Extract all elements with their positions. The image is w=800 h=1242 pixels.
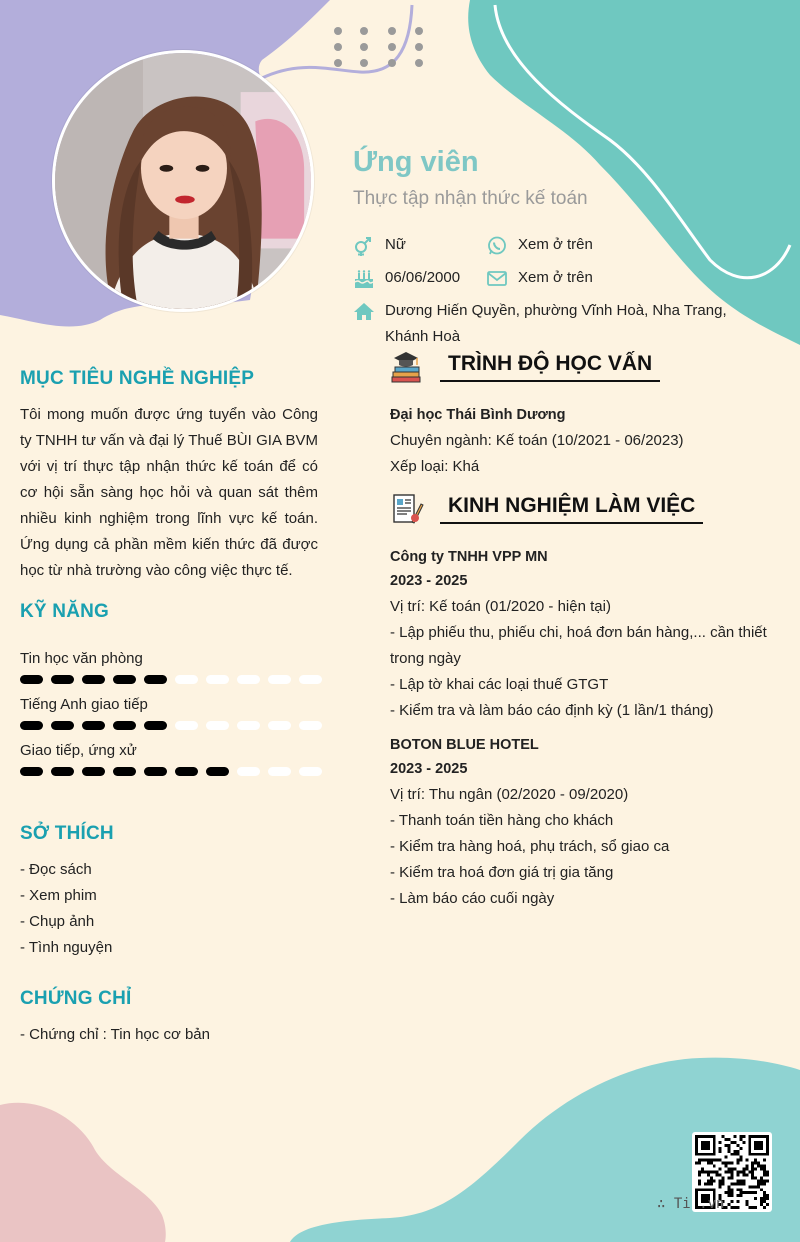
whatsapp-icon (486, 236, 508, 256)
certificates-list (20, 1022, 210, 1048)
job-company: BOTON BLUE HOTEL (390, 737, 539, 753)
birthday-value: 06/06/2000 (385, 269, 461, 286)
job-task: - Kiểm tra và làm báo cáo định kỳ (1 lần/1 tháng) (390, 702, 714, 719)
address-value: Dương Hiến Quyền, phường Vĩnh Hoà, Nha Trang, Khánh Hoà (385, 302, 727, 345)
rating-dash-empty (237, 721, 260, 730)
job-task: - Kiểm tra hàng hoá, phụ trách, sổ giao ca (390, 838, 670, 855)
job-task: - Lập phiếu thu, phiếu chi, hoá đơn bán hàng,... cần thiết trong ngày (390, 624, 767, 667)
certificates-title: CHỨNG CHỈ (20, 988, 132, 1009)
list-item: - Tình nguyện (20, 939, 113, 956)
rating-dash-empty (237, 675, 260, 684)
school-name: Đại học Thái Bình Dương (390, 407, 566, 423)
list-item: - Chụp ảnh (20, 913, 95, 930)
job-period: 2023 - 2025 (390, 761, 468, 777)
graduation-books-icon (390, 350, 424, 384)
rating-dash-filled (20, 767, 43, 776)
job-company: Công ty TNHH VPP MN (390, 549, 548, 565)
skills-title: KỸ NĂNG (20, 601, 110, 622)
phone-value: Xem ở trên (518, 236, 593, 253)
rating-dash-filled (82, 721, 105, 730)
rating-dash-filled (51, 767, 74, 776)
job-role: Vị trí: Kế toán (01/2020 - hiện tại) (390, 598, 611, 615)
job-period: 2023 - 2025 (390, 573, 468, 589)
education-header (390, 350, 660, 384)
resume-pen-icon (390, 492, 424, 526)
rating-dash-filled (144, 675, 167, 684)
rating-dash-empty (268, 721, 291, 730)
rating-dash-filled (20, 721, 43, 730)
address-row (353, 302, 733, 350)
rating-dash-filled (144, 767, 167, 776)
experience-title: KINH NGHIỆM LÀM VIỆC (440, 494, 703, 524)
hobbies-title: SỞ THÍCH (20, 823, 114, 844)
rating-dash-filled (113, 675, 136, 684)
rating-dash-empty (206, 721, 229, 730)
home-icon (353, 302, 375, 322)
job-task: - Thanh toán tiền hàng cho khách (390, 812, 614, 829)
rating-dash-filled (175, 767, 198, 776)
education-block (390, 402, 770, 480)
list-item: - Chứng chỉ : Tin học cơ bản (20, 1026, 210, 1043)
rating-dash-filled (144, 721, 167, 730)
cake-icon (353, 269, 375, 289)
skill-label: Giao tiếp, ứng xử (20, 742, 137, 759)
rating-dash-filled (113, 767, 136, 776)
rating-dash-filled (113, 721, 136, 730)
skill-label: Tin học văn phòng (20, 650, 143, 667)
email-row (486, 269, 593, 289)
education-major: Chuyên ngành: Kế toán (10/2021 - 06/2023) (390, 432, 684, 449)
phone-row (486, 236, 593, 256)
gender-value: Nữ (385, 236, 406, 253)
list-item: - Xem phim (20, 887, 97, 904)
rating-dash-empty (175, 675, 198, 684)
skill-rating (20, 721, 322, 730)
gender-icon (353, 236, 375, 256)
rating-dash-empty (299, 767, 322, 776)
education-grade: Xếp loại: Khá (390, 458, 480, 475)
profile-photo (52, 50, 314, 312)
skill-rating (20, 767, 322, 776)
envelope-icon (486, 269, 508, 289)
list-item: - Đọc sách (20, 861, 92, 878)
hobbies-list (20, 857, 112, 961)
candidate-name: Ứng viên (353, 146, 479, 178)
job-role: Vị trí: Thu ngân (02/2020 - 09/2020) (390, 786, 629, 803)
rating-dash-filled (206, 767, 229, 776)
job-2 (390, 732, 770, 912)
email-value: Xem ở trên (518, 269, 593, 286)
job-1 (390, 544, 770, 724)
rating-dash-filled (82, 767, 105, 776)
education-title: TRÌNH ĐỘ HỌC VẤN (440, 352, 660, 382)
rating-dash-filled (51, 675, 74, 684)
job-task: - Lập tờ khai các loại thuế GTGT (390, 676, 609, 693)
experience-header (390, 492, 703, 526)
skill-rating (20, 675, 322, 684)
job-task: - Làm báo cáo cuối ngày (390, 890, 555, 907)
objective-title: MỤC TIÊU NGHỀ NGHIỆP (20, 368, 255, 389)
job-task: - Kiểm tra hoá đơn giá trị gia tăng (390, 864, 614, 881)
objective-text: Tôi mong muốn được ứng tuyển vào Công ty TNHH tư vấn và đại lý Thuế BÙI GIA BVM với vị trí thực tập nhận thức kế toán để có cơ hội sẵn sàng học hỏi và quan sát thêm nhiều kinh nghiệm trong lĩnh vực kế toán. Ứng dụng cả phần mềm kiến thức đã được học từ nhà trường vào công việc thực tế. (20, 406, 318, 579)
rating-dash-empty (206, 675, 229, 684)
birthday-row (353, 269, 460, 289)
rating-dash-empty (268, 675, 291, 684)
rating-dash-filled (82, 675, 105, 684)
skill-label: Tiếng Anh giao tiếp (20, 696, 148, 713)
rating-dash-empty (299, 675, 322, 684)
rating-dash-empty (299, 721, 322, 730)
rating-dash-empty (175, 721, 198, 730)
footer-watermark-text: ∴ Ti .vn (657, 1196, 725, 1212)
rating-dash-empty (268, 767, 291, 776)
rating-dash-empty (237, 767, 260, 776)
rating-dash-filled (51, 721, 74, 730)
candidate-position: Thực tập nhận thức kế toán (353, 188, 588, 209)
gender-row (353, 236, 406, 256)
rating-dash-filled (20, 675, 43, 684)
